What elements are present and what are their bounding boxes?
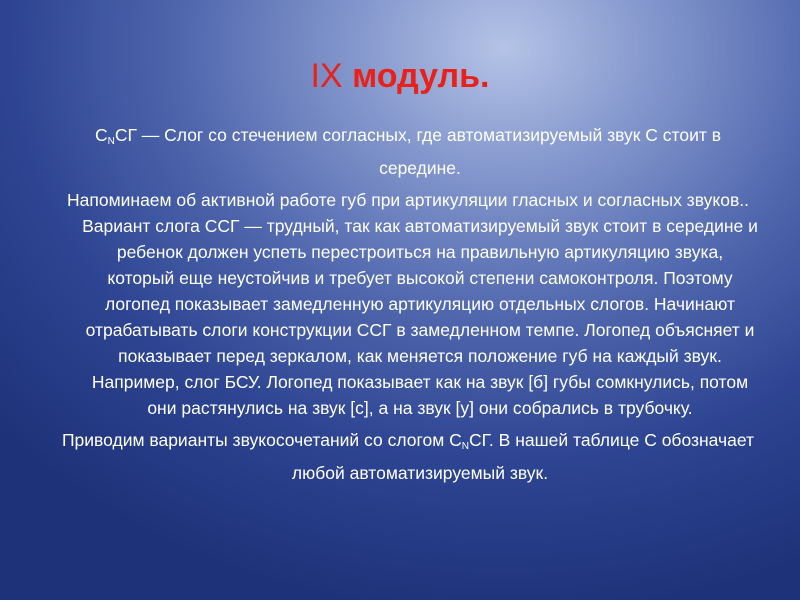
para3-lead: Приводим варианты звукосочетаний со слогом С xyxy=(61,430,462,450)
title-prefix: IX xyxy=(310,57,343,95)
paragraph-explanation: Напоминаем об активной работе губ при артикуляции гласных и согласных звуков.. Вариант слога ССГ — трудный, так как автоматизируемый звук стоит в середине и ребенок должен успеть перестроиться на правильную артикуляцию звука, который еще неустойчив и требует высокой степени самоконтроля. Поэтому логопед показывает замедленную артикуляцию отдельных слогов. Начинают отрабатывать слоги конструкции ССГ в замедленном темпе. Логопед объясняет и показывает перед зеркалом, как меняется положение губ на каждый звук. Например, слог БСУ. Логопед показывает как на звук [б] губы сомкнулись, потом они растянулись на звук [с], а на звук [у] они собрались в трубочку. xyxy=(67,190,758,418)
para1-subscript: N xyxy=(107,136,115,147)
paragraph-variants xyxy=(58,427,758,486)
slide-title xyxy=(0,50,800,102)
title-main: модуль. xyxy=(352,57,490,95)
para3-subscript: N xyxy=(461,441,469,452)
para1-rest: СГ — Слог со стечением согласных, где автоматизируемый звук С стоит в середине. xyxy=(114,125,722,178)
slide-body xyxy=(58,122,758,492)
paragraph-definition xyxy=(58,122,758,181)
para1-lead: С xyxy=(94,125,108,145)
para3-rest: СГ. В нашей таблице С обозначает любой автоматизируемый звук. xyxy=(291,430,755,483)
